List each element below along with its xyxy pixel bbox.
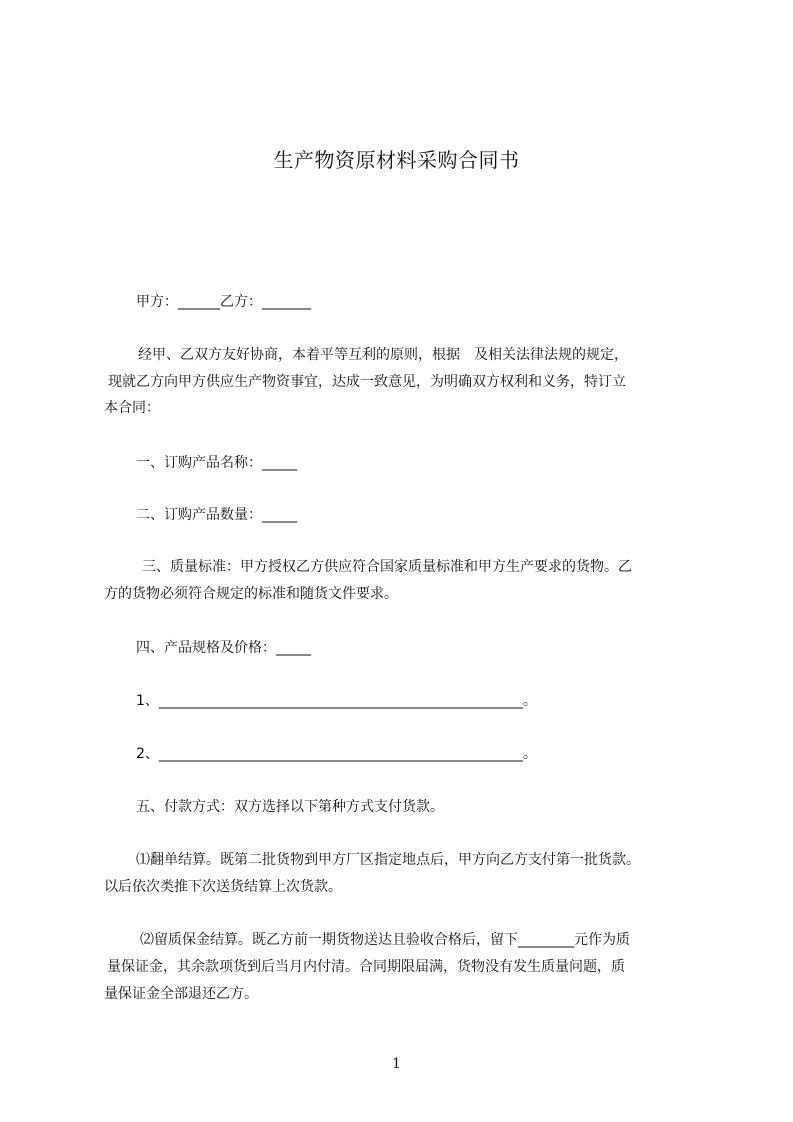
- intro-line-3: 本合同：: [104, 400, 160, 416]
- spec-item-1: 1、____________________________________________________。: [136, 693, 537, 709]
- payment-option-1-line-2: 以后依次类推下次送货结算上次货款。: [104, 879, 342, 895]
- clause-product-quantity: 二、订购产品数量：_____: [136, 507, 297, 523]
- page-number: 1: [392, 1056, 401, 1072]
- parties-line: 甲方：______乙方：_______: [136, 294, 311, 310]
- payment-option-2-line-2: 量保证金，其余款项货到后当月内付清。合同期限届满，货物没有发生质量问题，质: [107, 959, 625, 975]
- clause-product-name: 一、订购产品名称：_____: [136, 455, 297, 471]
- intro-line-1: 经甲、乙双方友好协商，本着平等互利的原则，根据 及相关法律法规的规定，: [138, 347, 628, 363]
- intro-line-2: 现就乙方向甲方供应生产物资事宜，达成一致意见，为明确双方权利和义务，特订立: [108, 374, 626, 390]
- payment-option-2-line-3: 量保证金全部退还乙方。: [104, 986, 258, 1002]
- spec-item-2: 2、____________________________________________________。: [136, 746, 537, 762]
- payment-option-2-line-1: ⑵留质保金结算。既乙方前一期货物送达且验收合格后，留下________元作为质: [140, 932, 630, 948]
- payment-option-1-line-1: ⑴翻单结算。既第二批货物到甲方厂区指定地点后，甲方向乙方支付第一批货款。: [136, 852, 640, 868]
- document-title: 生产物资原材料采购合同书: [273, 148, 520, 172]
- clause-spec-price: 四、产品规格及价格：_____: [136, 640, 311, 656]
- clause-quality-line-1: 三、质量标准：甲方授权乙方供应符合国家质量标准和甲方生产要求的货物。乙: [142, 559, 632, 575]
- clause-quality-line-2: 方的货物必须符合规定的标准和随货文件要求。: [104, 586, 398, 602]
- clause-payment-method: 五、付款方式：双方选择以下第种方式支付货款。: [136, 799, 444, 815]
